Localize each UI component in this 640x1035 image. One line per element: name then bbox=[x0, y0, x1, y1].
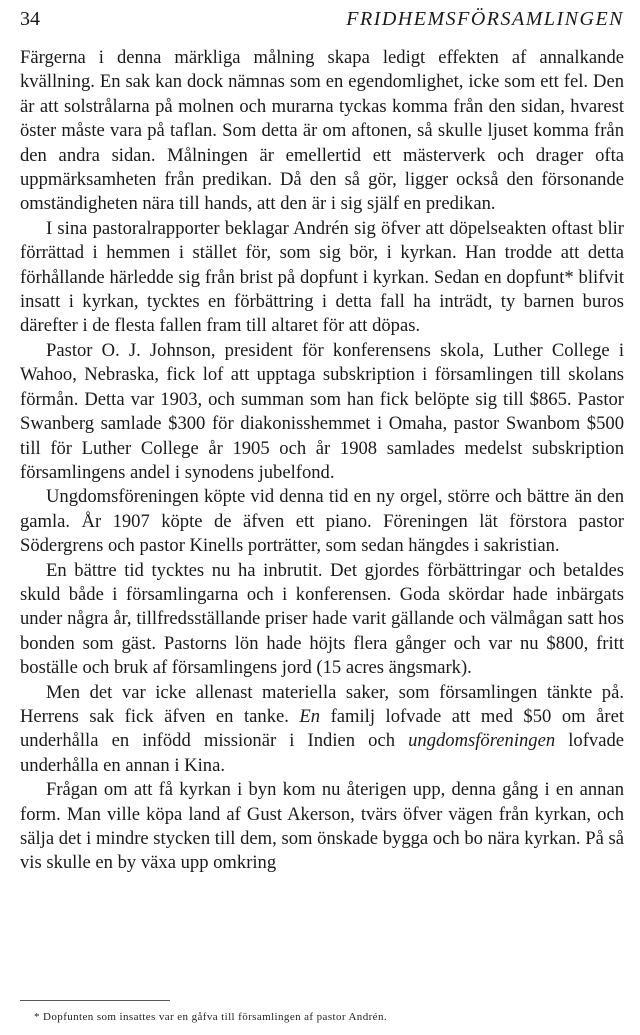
running-title: FRIDHEMSFÖRSAMLINGEN bbox=[346, 8, 624, 30]
footnote: * Dopfunten som insattes var en gåfva till församlingen af pastor Andrén. bbox=[34, 1011, 388, 1023]
paragraph-6-emphasis-ungdomsforeningen: ungdomsföreningen bbox=[408, 730, 556, 752]
paragraph-2: I sina pastoralrapporter beklagar Andrén sig öfver att döpelseakten oftast blir förrättad i hemmen i stället för, som sig bör, i kyrkan. Han trodde att detta förhållande härledde sig från brist på dopfunt i kyrkan. Sedan en dopfunt* blifvit insatt i kyrkan, tycktes en förbättring i detta fall ha inträdt, ty barnen buros därefter i de flesta fallen fram till altaret för att döpas. bbox=[20, 217, 624, 337]
paragraph-6-part-1: Men det var icke allenast materiella saker, som församlingen tänkte på. Herrens sak fick äfven en tanke. bbox=[20, 681, 624, 727]
paragraph-6-part-3: familj lofvade att med $50 om året underhålla en infödd missionär i Indien och bbox=[20, 705, 624, 752]
paragraph-4: Ungdomsföreningen köpte vid denna tid en ny orgel, större och bättre än den gamla. År 1907 köpte de äfven ett piano. Föreningen lät förstora pastor Södergrens och pastor Kinells porträtter, som sedan hängdes i sakristian. bbox=[20, 486, 624, 557]
paragraph-5: En bättre tid tycktes nu ha inbrutit. Det gjordes förbättringar och betaldes skuld både i församlingarna och i konferensen. Goda skördar hade inbärgats under några år, tillfredsställande priser hade varit gällande och välmågan satt hos bonden som gäst. Pastorns lön hade höjts flera gånger och var nu $800, fritt boställe och bruk af församlingens jord (15 acres ängsmark). bbox=[20, 559, 624, 679]
paragraph-3: Pastor O. J. Johnson, president för konferensens skola, Luther College i Wahoo, Nebraska, fick lof att upptaga subskription i församlingen till skolans förmån. Detta var 1903, och summan som han fick belöpte sig till $865. Pastor Swanberg samlade $300 för diakonisshemmet i Omaha, pastor Swanbom $500 till för Luther College år 1905 och år 1908 samlades medelst subskription församlingens andel i synodens jubelfond. bbox=[20, 339, 624, 483]
paragraph-6 bbox=[20, 681, 624, 779]
page-number: 34 bbox=[20, 8, 40, 30]
running-head bbox=[20, 4, 624, 34]
paragraph-6-emphasis-en: En bbox=[299, 705, 321, 727]
paragraph-1: Färgerna i denna märkliga målning skapa ledigt effekten af annalkande kvällning. En sak kan dock nämnas som en egendomlighet, icke som ett fel. Den är att solstrålarna på molnen och murarna tyckas komma från den sidan, hvarest öster måste vara på taflan. Som detta är om aftonen, så skulle ljuset komma från den andra sidan. Målningen är emellertid ett mästerverk och drager ofta uppmärksamheten från predikan. Då den så gör, ligger också den försonande omständigheten nära till hands, att den är i sig själf en predikan. bbox=[20, 47, 624, 215]
footnote-divider bbox=[20, 1000, 170, 1001]
body-text bbox=[20, 46, 624, 876]
paragraph-7: Frågan om att få kyrkan i byn kom nu återigen upp, denna gång i en annan form. Man ville köpa land af Gust Akerson, tvärs öfver vägen från kyrkan, och sälja det i mindre stycken till dem, som önskade bygga och bo nära kyrkan. På så vis skulle en by växa upp omkring bbox=[20, 779, 624, 874]
paragraph-6-part-5: lofvade underhålla en annan i Kina. bbox=[20, 730, 624, 776]
